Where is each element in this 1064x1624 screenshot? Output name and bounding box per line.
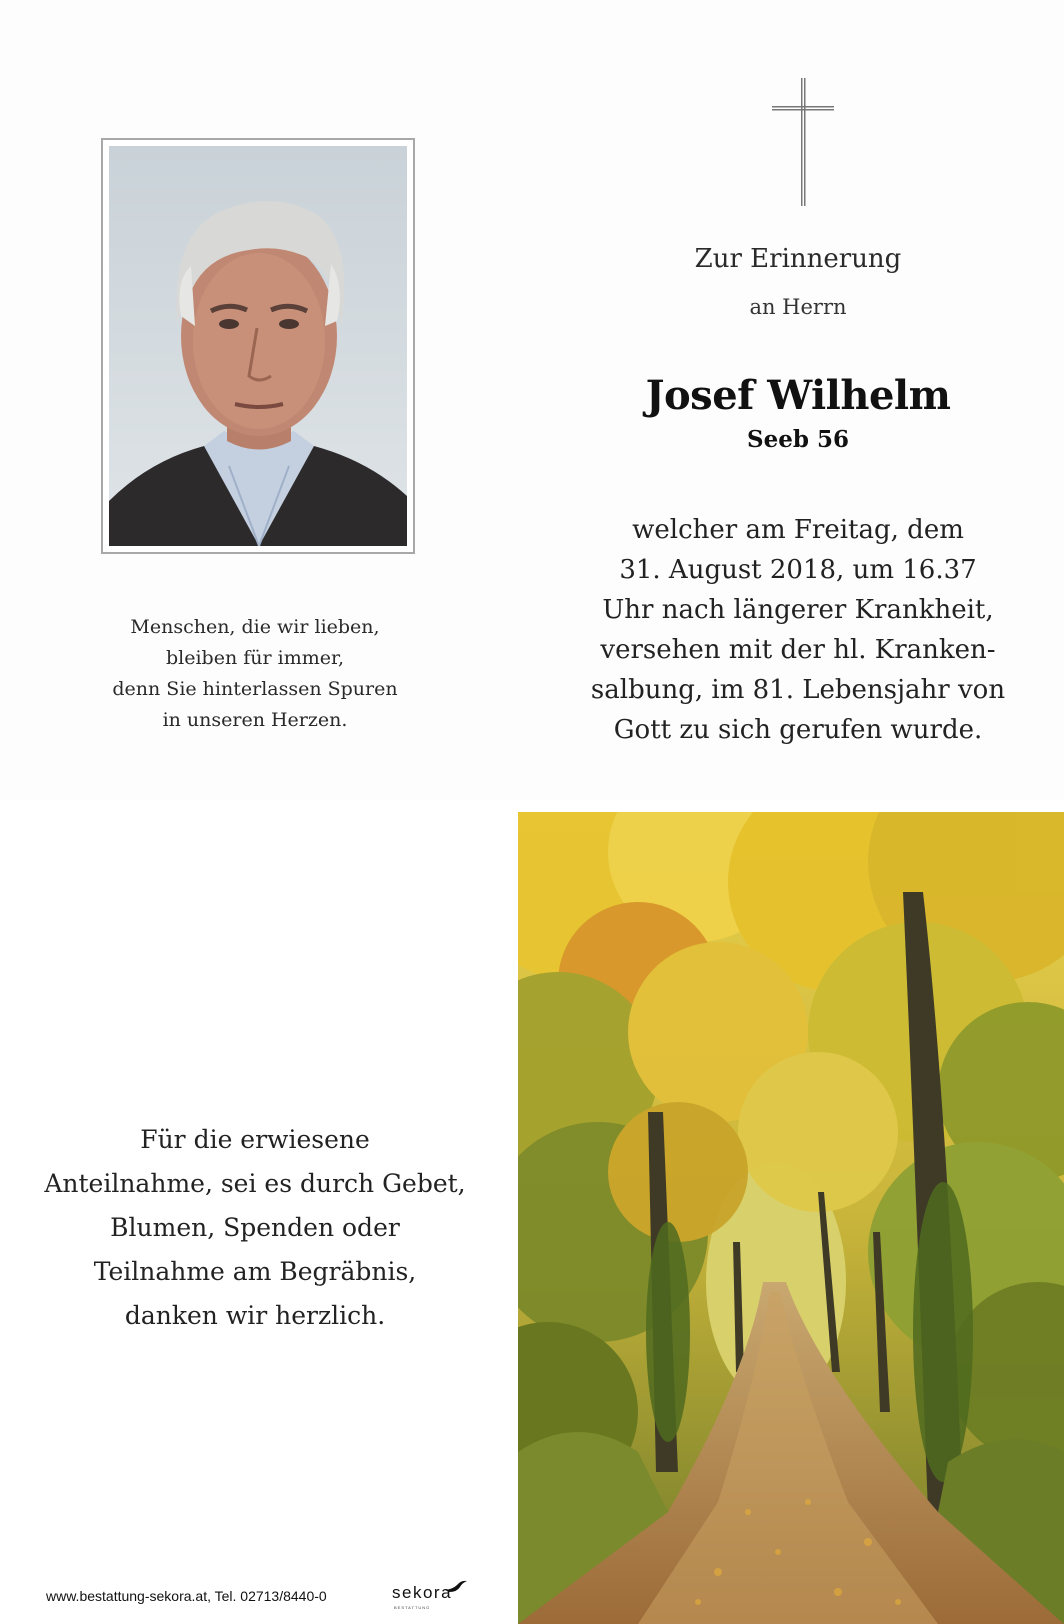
announcement-panel (532, 0, 1064, 800)
death-notice-line: welcher am Freitag, dem (632, 515, 964, 545)
death-notice-line: Gott zu sich gerufen wurde. (613, 715, 983, 745)
company-logo-subtitle: BESTATTUNG (394, 1605, 431, 1610)
poem (60, 612, 450, 736)
death-notice-line: 31. August 2018, um 16.37 (619, 555, 977, 585)
landscape-panel (518, 812, 1064, 1624)
death-notice-line: salbung, im 81. Lebensjahr von (590, 675, 1006, 705)
death-notice-line: Uhr nach längerer Krankheit, (602, 595, 994, 625)
death-notice-line: versehen mit der hl. Kranken- (600, 635, 996, 665)
autumn-forest-path-image (518, 812, 1064, 1624)
bird-icon (445, 1580, 467, 1594)
deceased-address: Seeb 56 (747, 426, 849, 453)
deceased-name: Josef Wilhelm (645, 372, 951, 419)
portrait-photo (109, 146, 407, 546)
company-logo: sekora (392, 1583, 453, 1602)
thanks-line: Anteilnahme, sei es durch Gebet, (44, 1169, 466, 1198)
thanks-line: Teilnahme am Begräbnis, (93, 1257, 417, 1286)
poem-line: Menschen, die wir lieben, (130, 616, 380, 638)
thanks-line: Für die erwiesene (140, 1125, 370, 1154)
poem-line: in unseren Herzen. (162, 709, 348, 731)
cross-icon (772, 78, 834, 206)
thanks-line: danken wir herzlich. (124, 1301, 386, 1330)
memorial-heading: Zur Erinnerung (694, 244, 902, 274)
death-notice (532, 510, 1064, 750)
portrait-panel (0, 0, 532, 800)
poem-line: denn Sie hinterlassen Spuren (112, 678, 398, 700)
portrait-frame (101, 138, 415, 554)
footer-contact: www.bestattung-sekora.at, Tel. 02713/8440-0 (46, 1588, 327, 1604)
poem-line: bleiben für immer, (165, 647, 345, 669)
salutation: an Herrn (749, 295, 847, 319)
thanks-line: Blumen, Spenden oder (110, 1213, 400, 1242)
thanks-text (40, 1118, 470, 1338)
